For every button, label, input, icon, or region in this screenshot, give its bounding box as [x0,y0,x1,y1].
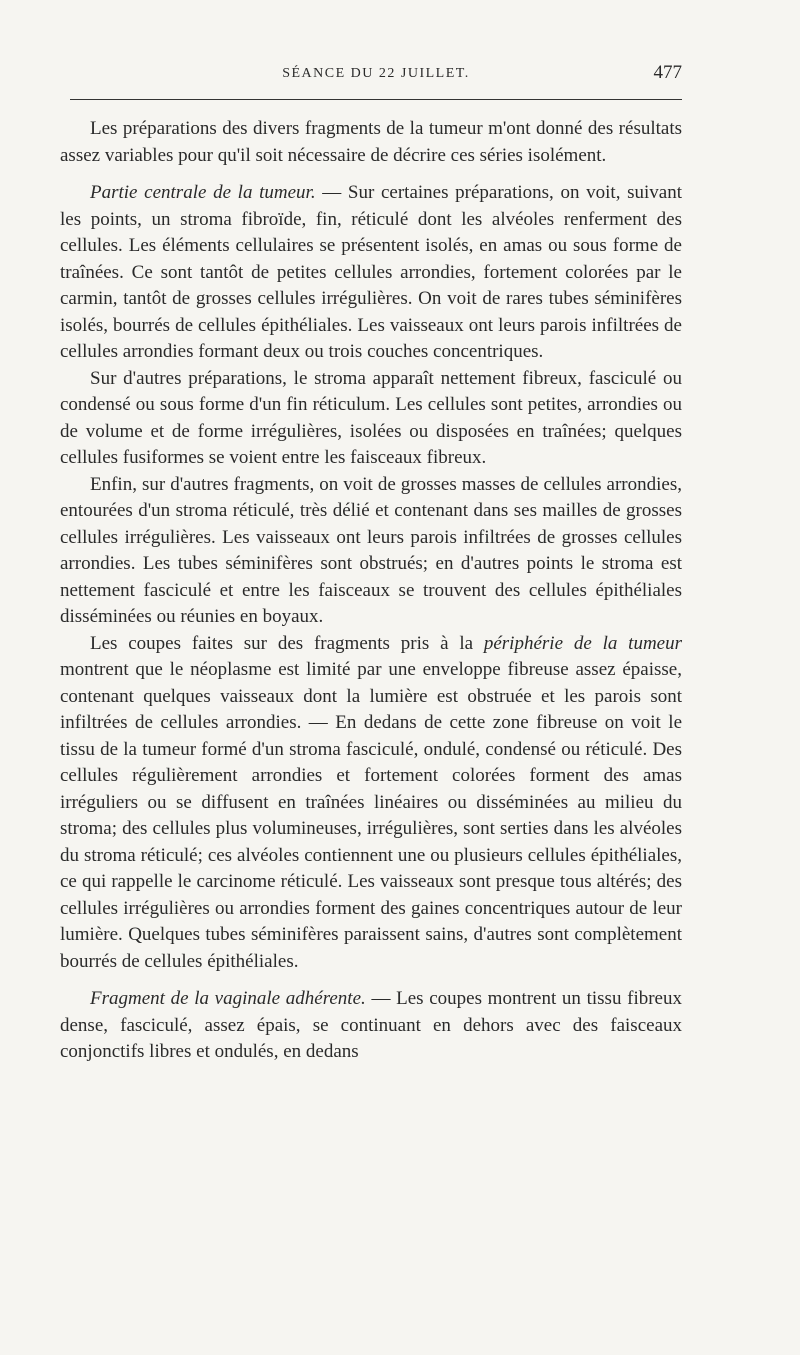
paragraph-text: Les coupes faites sur des fragments pris à la [90,632,484,654]
paragraph-other-preparations [60,366,682,472]
page-number: 477 [653,62,682,83]
paragraph-text: montrent que le néoplasme est limité par une enveloppe fibreuse assez épaisse, contenant quelques vaisseaux dont la lumière est obstruée et les parois sont infiltrées de cellules arrondies. — En dedans de cette zone fibreuse on voit le tissu de la tumeur formé d'un stroma fasciculé, ondulé, condensé ou réticulé. Des cellules régulièrement arrondies et fortement colorées forment des amas irréguliers ou se diffusent en traînées linéaires ou disséminées au milieu du stroma; des cellules plus volumineuses, irrégulières, sont serties dans les alvéoles du stroma réticulé; ces alvéoles contiennent une ou plusieurs cellules épithéliales, ce qui rappelle le carcinome réticulé. Les vaisseaux sont presque tous altérés; des cellules irrégulières ou arrondies forment des gaines concentriques autour de leur lumière. Quelques tubes séminifères paraissent sains, d'autres sont complètement bourrés de cellules épithéliales. [60,659,682,972]
paragraph-text: — Sur certaines préparations, on voit, suivant les points, un stroma fibroïde, fin, réticulé dont les alvéoles renferment des cellules. Les éléments cellulaires se présentent isolés, en amas ou sous forme de traînées. Ce sont tantôt de petites cellules arrondies, fortement colorées par le carmin, tantôt de grosses cellules irrégulières. On voit de rares tubes séminifères isolés, bourrés de cellules épithéliales. Les vaisseaux ont leurs parois infiltrées de cellules arrondies formant deux ou trois couches concentriques. [60,182,682,362]
header-rule [70,99,682,100]
page-body [60,116,682,1066]
section-heading-central: Partie centrale de la tumeur. [90,182,316,203]
running-header [70,60,682,90]
paragraph-periphery [60,631,682,976]
running-title: SÉANCE DU 22 JUILLET. [282,66,470,81]
paragraph-vaginal-fragment [60,986,682,1066]
paragraph-text: Les préparations des divers fragments de la tumeur m'ont donné des résultats assez variables pour qu'il soit nécessaire de décrire ces séries isolément. [60,118,682,166]
paragraph-other-fragments [60,472,682,631]
paragraph-central-part [60,180,682,366]
paragraph-text: — Les coupes montrent un tissu fibreux dense, fasciculé, assez épais, se continuant en dehors avec des faisceaux conjonctifs libres et ondulés, en dedans [60,988,682,1062]
paragraph-text: Sur d'autres préparations, le stroma apparaît nettement fibreux, fasciculé ou condensé ou sous forme d'un fin réticulum. Les cellules sont petites, arrondies ou de volume et de forme irrégulières, isolées ou disposées en traînées; quelques cellules fusiformes se voient entre les faisceaux fibreux. [60,367,682,468]
paragraph-text: Enfin, sur d'autres fragments, on voit de grosses masses de cellules arrondies, entourées d'un stroma réticulé, très délié et contenant dans ses mailles de grosses cellules irrégulières. Les vaisseaux ont leurs parois infiltrées de grosses cellules arrondies. Les tubes séminifères sont obstrués; en d'autres points le stroma est nettement fasciculé et entre les faisceaux se trouvent des cellules épithéliales disséminées ou réunies en boyaux. [60,473,682,627]
paragraph-intro [60,116,682,169]
emphasis-periphery: périphérie de la tumeur [483,632,682,654]
section-heading-vaginal: Fragment de la vaginale adhérente. [90,988,366,1009]
